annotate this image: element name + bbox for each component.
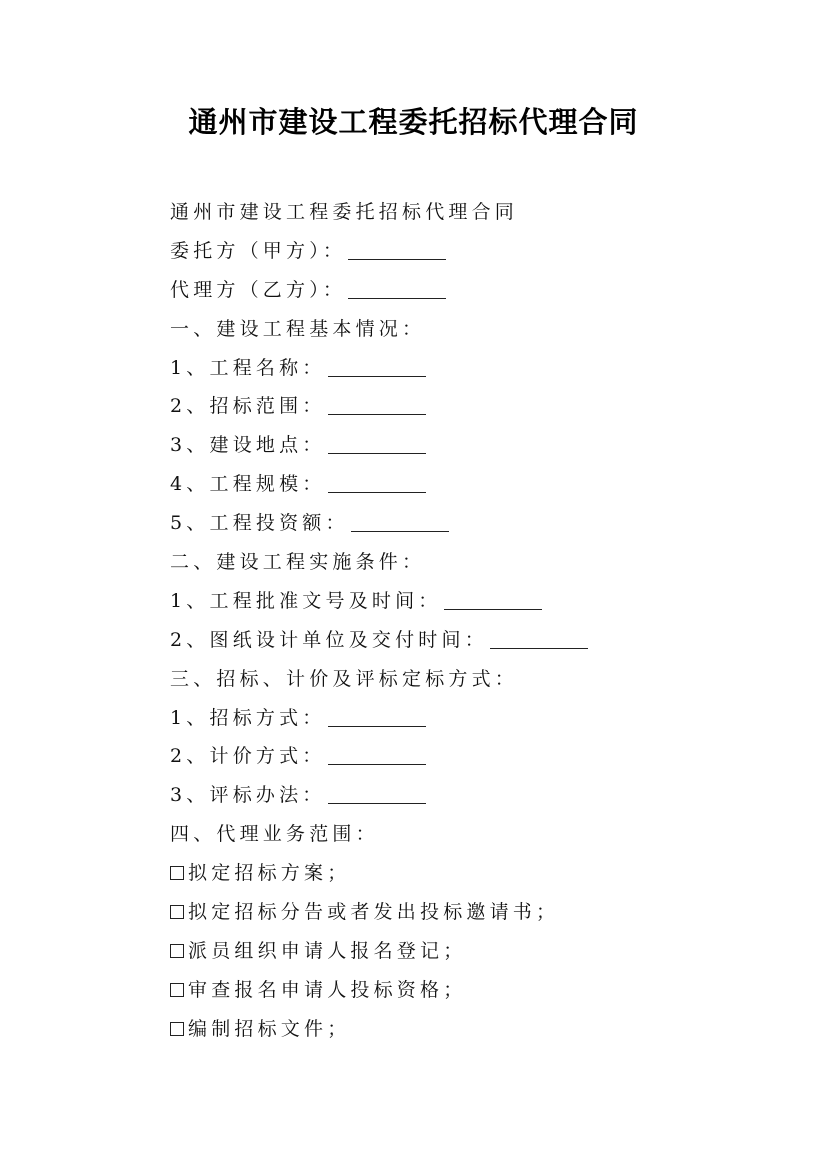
checkbox-icon <box>170 905 184 919</box>
project-scale-blank <box>328 472 426 493</box>
scope-option-label: 审查报名申请人投标资格； <box>188 978 467 1001</box>
scope-option-line <box>170 1010 790 1049</box>
checkbox-icon <box>170 866 184 880</box>
contract-body <box>170 193 790 1049</box>
scope-option-line <box>170 854 790 893</box>
pricing-method-blank <box>328 744 426 765</box>
scope-option-line <box>170 893 790 932</box>
bidding-method-label: 1、招标方式： <box>170 706 326 729</box>
drawing-design-blank <box>490 628 588 649</box>
investment-amount-label: 5、工程投资额： <box>170 512 349 535</box>
evaluation-method-label: 3、评标办法： <box>170 784 326 807</box>
approval-number-line <box>170 582 790 621</box>
construction-site-label: 3、建设地点： <box>170 434 326 457</box>
document-title: 通州市建设工程委托招标代理合同 <box>188 105 639 139</box>
scope-option-label: 拟定招标方案； <box>188 862 351 885</box>
checkbox-icon <box>170 1022 184 1036</box>
bidding-method-line <box>170 699 790 738</box>
bidding-scope-line <box>170 387 790 426</box>
evaluation-method-blank <box>328 783 426 804</box>
bidding-scope-blank <box>328 394 426 415</box>
section-heading: 四、代理业务范围： <box>170 823 379 846</box>
section-2-heading-line <box>170 543 790 582</box>
party-b-blank <box>348 278 446 299</box>
section-heading: 三、招标、计价及评标定标方式： <box>170 667 519 690</box>
drawing-design-line <box>170 621 790 660</box>
drawing-design-label: 2、图纸设计单位及交付时间： <box>170 628 488 651</box>
party-b-line <box>170 271 790 310</box>
bidding-method-blank <box>328 706 426 727</box>
section-1-heading-line <box>170 310 790 349</box>
section-3-heading-line <box>170 660 790 699</box>
construction-site-line <box>170 426 790 465</box>
scope-option-line <box>170 932 790 971</box>
investment-amount-line <box>170 504 790 543</box>
scope-option-line <box>170 971 790 1010</box>
scope-option-label: 拟定招标分告或者发出投标邀请书； <box>188 901 560 924</box>
approval-number-label: 1、工程批准文号及时间： <box>170 589 442 612</box>
project-name-label: 1、工程名称： <box>170 356 326 379</box>
construction-site-blank <box>328 433 426 454</box>
pricing-method-line <box>170 737 790 776</box>
section-heading: 一、建设工程基本情况： <box>170 317 426 340</box>
project-name-blank <box>328 356 426 377</box>
checkbox-icon <box>170 944 184 958</box>
project-name-line <box>170 349 790 388</box>
project-scale-label: 4、工程规模： <box>170 473 326 496</box>
party-a-line <box>170 232 790 271</box>
party-a-blank <box>348 239 446 260</box>
approval-number-blank <box>444 589 542 610</box>
project-scale-line <box>170 465 790 504</box>
pricing-method-label: 2、计价方式： <box>170 745 326 768</box>
contract-heading-line <box>170 193 790 232</box>
party-b-label: 代理方（乙方）： <box>170 278 347 301</box>
contract-heading: 通州市建设工程委托招标代理合同 <box>170 201 519 223</box>
investment-amount-blank <box>351 511 449 532</box>
checkbox-icon <box>170 983 184 997</box>
scope-option-label: 编制招标文件； <box>188 1017 351 1040</box>
bidding-scope-label: 2、招标范围： <box>170 395 326 418</box>
evaluation-method-line <box>170 776 790 815</box>
section-4-heading-line <box>170 815 790 854</box>
party-a-label: 委托方（甲方）： <box>170 239 347 262</box>
scope-option-label: 派员组织申请人报名登记； <box>188 939 467 962</box>
section-heading: 二、建设工程实施条件： <box>170 551 426 574</box>
